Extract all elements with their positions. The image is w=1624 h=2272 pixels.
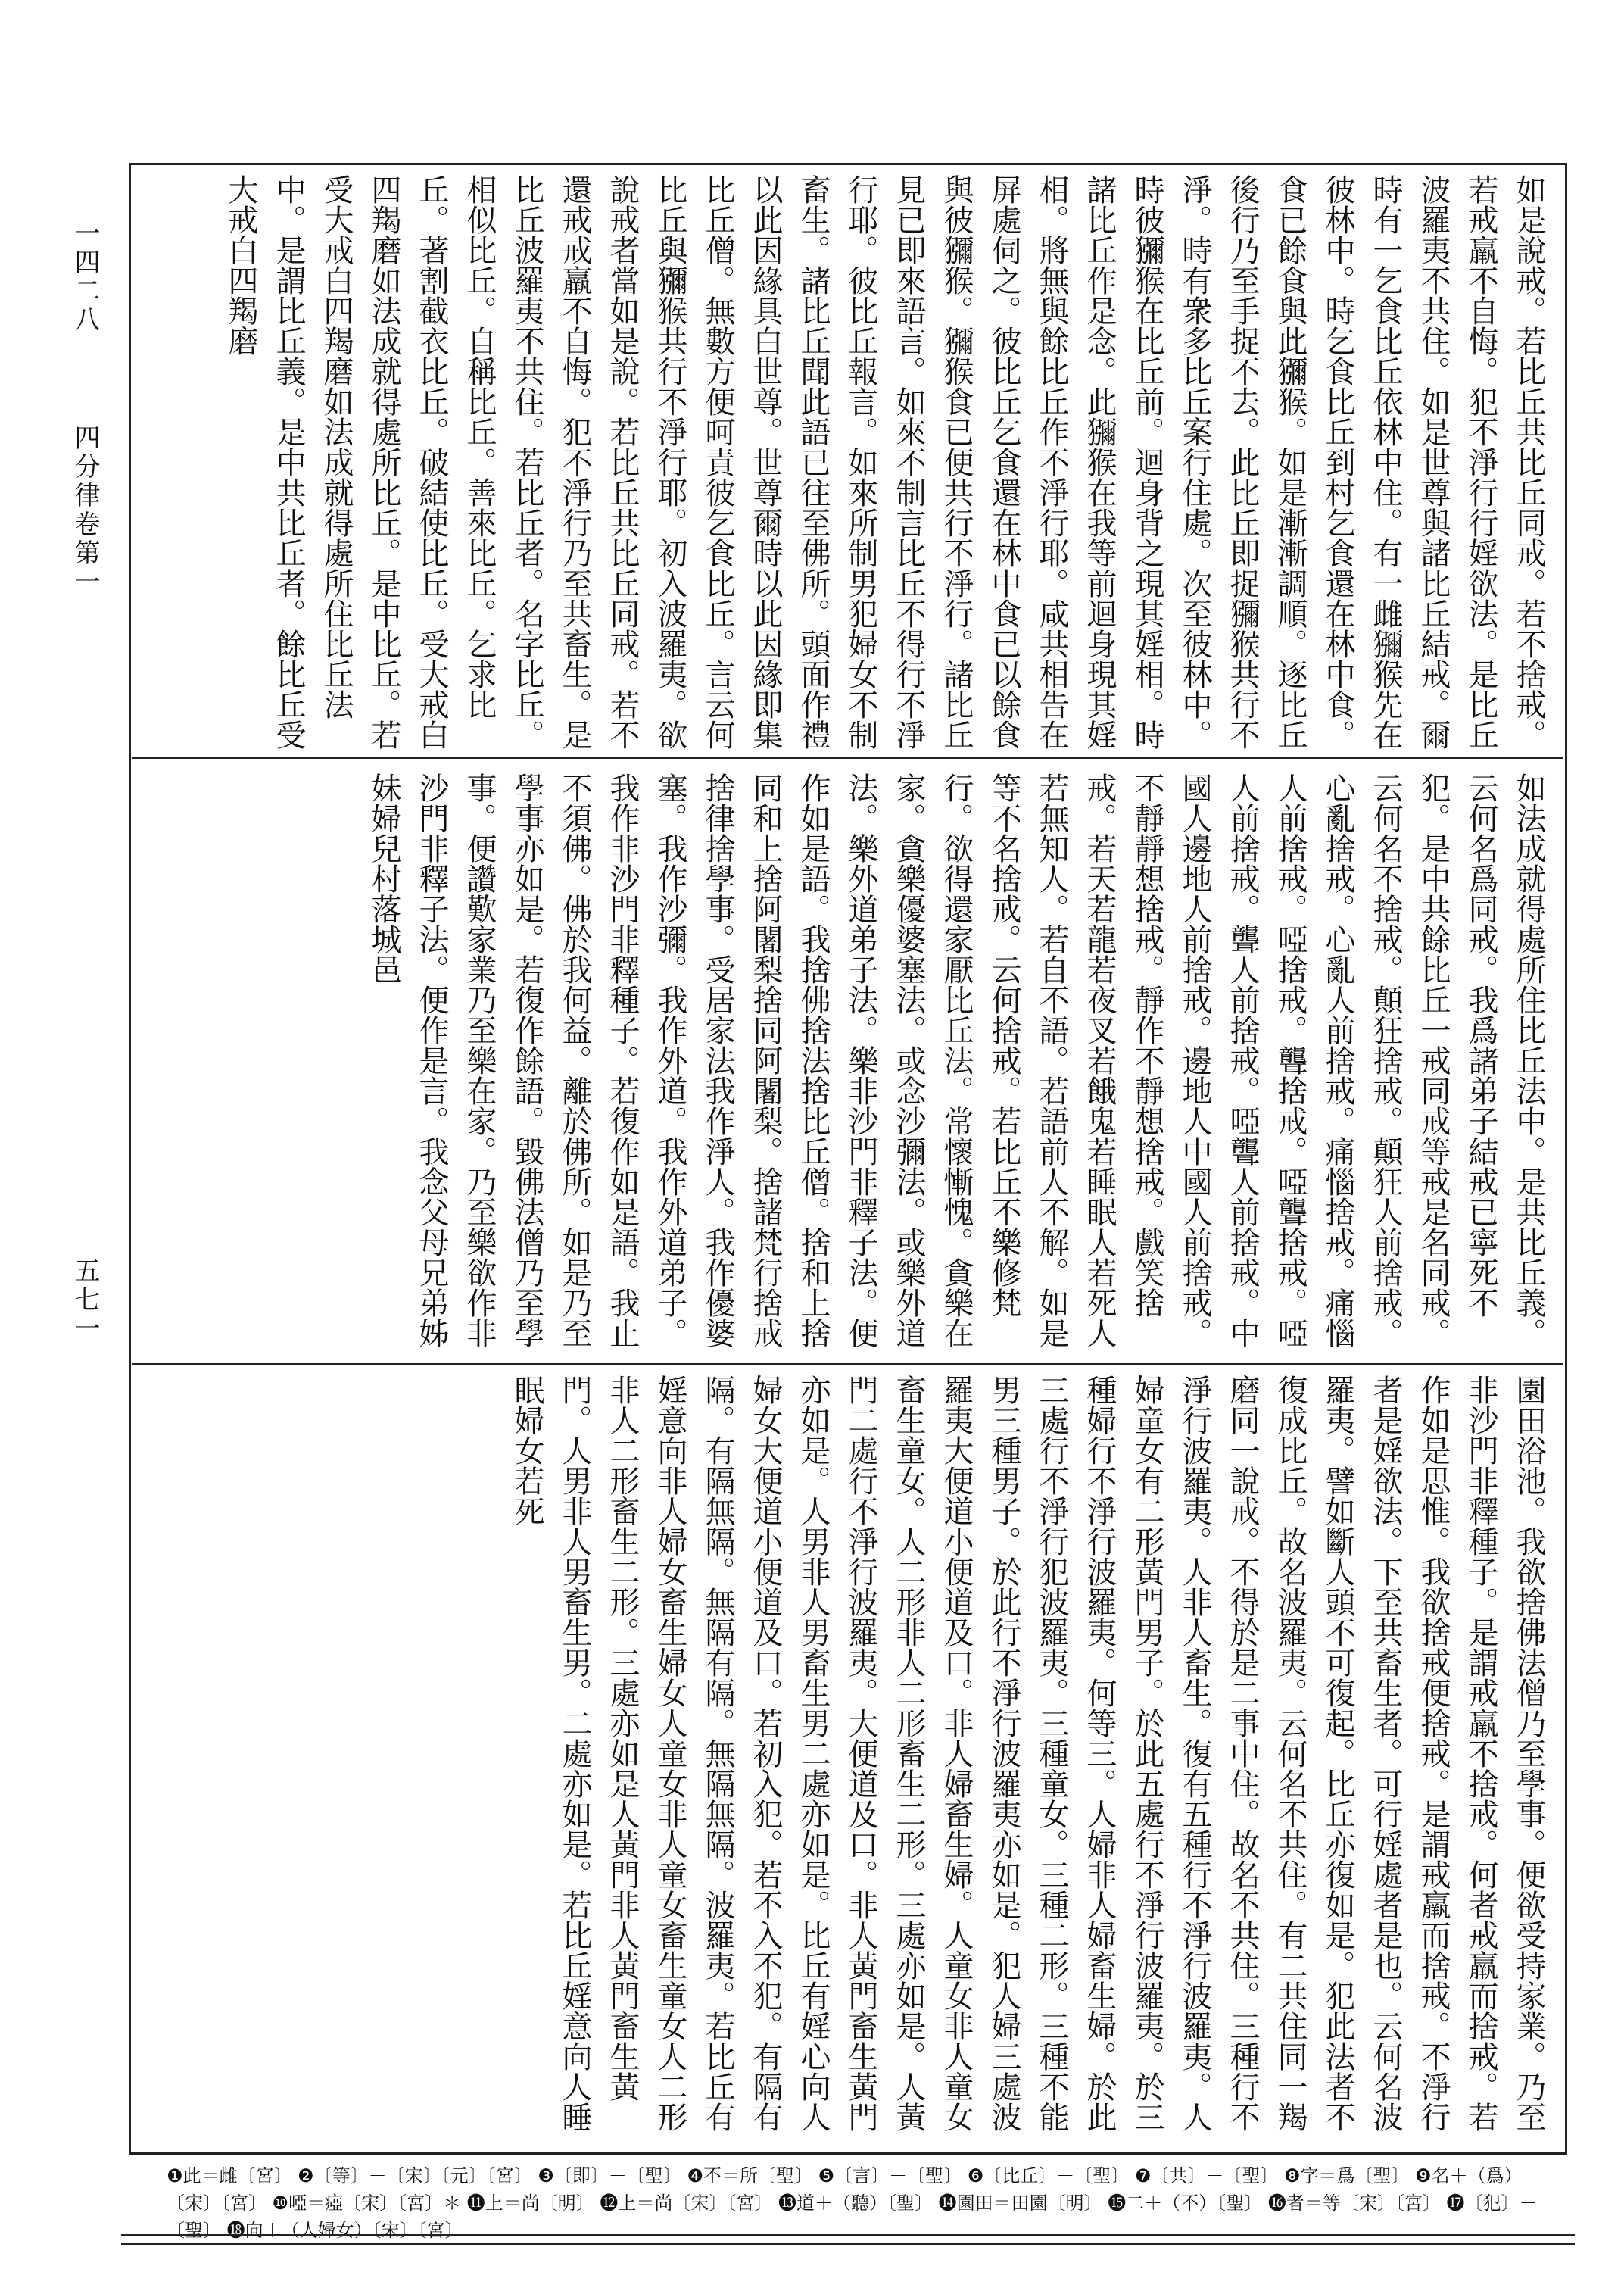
text-block-top <box>144 174 1552 754</box>
block-text: 如是說戒。若比丘共比丘同戒。若不捨戒。若戒羸不自悔。犯不淨行行婬欲法。是比丘波羅夷不共住。如是世尊與諸比丘結戒。爾時有一乞食比丘依林中住。有一雌獼猴先在彼林中。時乞食比丘到村乞食還在林中食。食已餘食與此獼猴。如是漸漸調順。逐比丘後行乃至手捉不去。此比丘即捉獼猴共行不淨。時有衆多比丘案行住處。次至彼林中。時彼獼猴在比丘前。迴身背之現其婬相。時諸比丘作是念。此獼猴在我等前迴身現其婬相。將無與餘比丘作不淨行耶。咸共相告在屏處伺之。彼比丘乞食還在林中食已以餘食與彼獼猴。獼猴食已便共行不淨行。諸比丘見已即來語言。如來不制言比丘不得行不淨行耶。彼比丘報言。如來所制男犯婦女不制畜生。諸比丘聞此語已往至佛所。頭面作禮以此因緣具白世尊。世尊爾時以此因緣即集比丘僧。無數方便呵責彼乞食比丘。言云何比丘與獼猴共行不淨行耶。初入波羅夷。欲說戒者當如是說。若比丘共比丘同戒。若不還戒戒羸不自悔。犯不淨行乃至共畜生。是比丘波羅夷不共住。若比丘者。名字比丘。相似比丘。自稱比丘。善來比丘。乞求比丘。著割截衣比丘。破結使比丘。受大戒白四羯磨如法成就得處所比丘。是中比丘。若受大戒白四羯磨如法成就得處所住比丘法中。是謂比丘義。是中共比丘者。餘比丘受大戒白四羯磨 <box>223 174 1546 750</box>
bottom-rule <box>121 2234 1575 2236</box>
outer-page-number: 一四二八 <box>70 220 100 335</box>
footnotes: ❶此＝雌〔宮〕 ❷〔等〕－〔宋〕〔元〕〔宮〕 ❸〔即〕－〔聖〕 ❹不＝所〔聖〕 ❺〔言〕－〔聖〕 ❻〔比丘〕－〔聖〕 ❼〔共〕－〔聖〕 ❽字＝爲〔聖〕 ❾名＋（爲）〔宋〕〔宮〕 ❿啞＝瘂〔宋〕〔宮〕＊ ⓫上＝尚〔明〕 ⓬上＝尚〔宋〕〔宮〕 ⓭道＋（聽）〔聖〕 ⓮園田＝田園〔明〕 ⓯二＋（不）〔聖〕 ⓰者＝等〔宋〕〔宮〕 ⓱〔犯〕－〔聖〕 ⓲向＋（人婦女）〔宋〕〔宮〕 <box>167 2165 1538 2241</box>
bottom-rule-2 <box>121 2243 1575 2245</box>
text-block-bottom <box>144 1375 1552 2147</box>
divider-top <box>132 757 1563 759</box>
block-text: 園田浴池。我欲捨佛法僧乃至學事。便欲受持家業。乃至非沙門非釋種子。是謂戒羸不捨戒。何者戒羸而捨戒。若作如是思惟。我欲捨戒便捨戒。是謂戒羸而捨戒。不淨行者是婬欲法。下至共畜生者。可行婬處者是也。云何名波羅夷。譬如斷人頭不可復起。比丘亦復如是。犯此法者不復成比丘。故名波羅夷。云何名不共住。有二共住同一羯磨同一說戒。不得於是二事中住。故名不共住。三種行不淨行波羅夷。人非人畜生。復有五種行不淨行波羅夷。人婦童女有二形黃門男子。於此五處行不淨行波羅夷。於三種婦行不淨行波羅夷。何等三。人婦非人婦畜生婦。於此三處行不淨行犯波羅夷。三種童女。三種二形。三種不能男三種男子。於此行不淨行波羅夷亦如是。犯人婦三處波羅夷大便道小便道及口。非人婦畜生婦。人童女非人童女畜生童女。人二形非人二形畜生二形。三處亦如是。人黃門二處行不淨行波羅夷。大便道及口。非人黃門畜生黃門亦如是。人男非人男畜生男二處亦如是。比丘有婬心向人婦女大便道小便道及口。若初入犯。若不入不犯。有隔有隔。有隔無隔。無隔有隔。無隔無隔。波羅夷。若比丘有婬意向非人婦女畜生婦女人童女非人童女畜生童女人二形非人二形畜生二形。三處亦如是人黃門非人黃門畜生黃門。人男非人男畜生男。二處亦如是。若比丘婬意向人睡眠婦女若死 <box>510 1375 1546 2132</box>
block-text: 如法成就得處所住比丘法中。是共比丘義。云何名爲同戒。我爲諸弟子結戒已寧死不犯。是中共餘比丘一戒同戒等戒是名同戒。云何名不捨戒。顛狂捨戒。顛狂人前捨戒。心亂捨戒。心亂人前捨戒。痛惱捨戒。痛惱人前捨戒。啞捨戒。聾捨戒。啞聾捨戒。啞人前捨戒。聾人前捨戒。啞聾人前捨戒。中國人邊地人前捨戒。邊地人中國人前捨戒。不靜靜想捨戒。靜作不靜想捨戒。戲笑捨戒。若天若龍若夜叉若餓鬼若睡眠人若死人若無知人。若自不語。若語前人不解。如是等不名捨戒。云何捨戒。若比丘不樂修梵行。欲得還家厭比丘法。常懷慚愧。貪樂在家。貪樂優婆塞法。或念沙彌法。或樂外道法。樂外道弟子法。樂非沙門非釋子法。便作如是語。我捨佛捨法捨比丘僧。捨和上捨同和上捨阿闍梨捨同阿闍梨。捨諸梵行捨戒捨律捨學事。受居家法我作淨人。我作優婆塞。我作沙彌。我作外道。我作外道弟子。我作非沙門非釋種子。若復作如是語。我止不須佛。佛於我何益。離於佛所。如是乃至學事亦如是。若復作餘語。毀佛法僧乃至學事。便讚歎家業乃至樂在家。乃至樂欲作非沙門非釋子法。便作是言。我念父母兄弟姊妹婦兒村落城邑 <box>366 772 1546 1348</box>
volume-title: 四分律卷第一 <box>70 424 100 597</box>
divider-middle <box>132 1363 1563 1365</box>
inner-page-number: 五七一 <box>70 1257 100 1344</box>
text-block-middle <box>144 772 1552 1356</box>
